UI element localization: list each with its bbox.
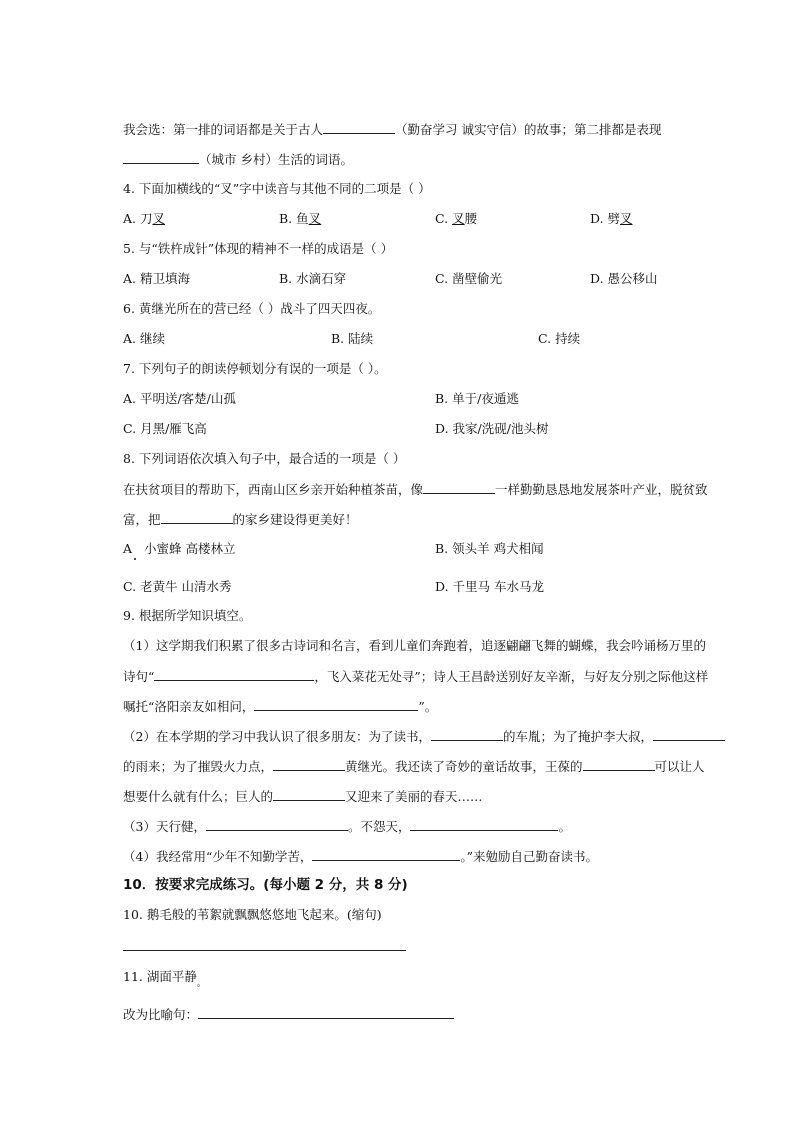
q8-option-d[interactable]: D. 千里马 车水马龙	[435, 579, 544, 594]
answer-blank[interactable]	[273, 787, 345, 801]
q7-option-a[interactable]: A. 平明送/客楚/山孤	[123, 391, 236, 406]
answer-blank[interactable]	[431, 727, 503, 741]
q9-part1-line-1: （1）这学期我们积累了很多古诗词和名言，看到儿童们奔跑着，追逐翩翩飞舞的蝴蝶，我会吟诵杨万里的	[123, 638, 706, 653]
intro-text: 我会选：第一排的词语都是关于古人	[123, 122, 324, 137]
intro-options: （城市 乡村）生活的词语。	[199, 152, 353, 167]
answer-blank[interactable]	[123, 150, 199, 164]
q5-option-b[interactable]: B. 水滴石穿	[279, 271, 347, 286]
q9-part3: （3）天行健， 。不怨天， 。	[123, 819, 571, 834]
q10-answer-line[interactable]	[123, 950, 406, 951]
q5-option-c[interactable]: C. 凿壁偷光	[435, 271, 503, 286]
intro-line-2	[123, 150, 353, 169]
q9-part1-line-2: 诗句“ ，飞入菜花无处寻”；诗人王昌龄送别好友辛渐，与好友分别之际他这样	[123, 669, 709, 684]
answer-blank[interactable]	[323, 120, 395, 134]
q11-answer-line[interactable]	[198, 1005, 454, 1019]
q4-option-a[interactable]: A. 刀叉	[123, 211, 166, 226]
q7-option-d[interactable]: D. 我家/洗砚/池头树	[435, 421, 549, 436]
answer-blank[interactable]	[653, 727, 725, 741]
q9-stem: 9. 根据所学知识填空。	[123, 608, 252, 623]
answer-blank[interactable]	[423, 480, 495, 494]
answer-blank[interactable]	[206, 817, 348, 831]
q8-sentence-line-1: 在扶贫项目的帮助下，西南山区乡亲开始种植茶苗，像 一样勤勤恳恳地发展茶叶产业，脱贫致	[123, 482, 708, 497]
q5-option-a[interactable]: A. 精卫填海	[123, 271, 190, 286]
q8-stem: 8. 下列词语依次填入句子中，最合适的一项是（ ）	[123, 451, 406, 466]
answer-blank[interactable]	[273, 757, 345, 771]
q7-option-b[interactable]: B. 单于/夜遁逃	[435, 391, 519, 406]
q10-stem: 10. 鹅毛般的苇絮就飘飘悠悠地飞起来。(缩句)	[123, 907, 382, 922]
q6-option-b[interactable]: B. 陆续	[331, 331, 374, 346]
q11-stem: 11. 湖面平静$_。$	[123, 969, 206, 989]
q9-part2-line-3: 想要什么就有什么；巨人的 又迎来了美丽的春天……	[123, 789, 483, 804]
q6-stem: 6. 黄继光所在的营已经（ ）战斗了四天四夜。	[123, 301, 381, 316]
q9-part1-line-3: 嘱托“洛阳亲友如相问， ”。	[123, 699, 438, 714]
q8-option-b[interactable]: B. 领头羊 鸡犬相闻	[435, 541, 544, 556]
q4-stem: 4. 下面加横线的“叉”字中读音与其他不同的二项是（ ）	[123, 181, 431, 196]
intro-line-1	[123, 120, 662, 139]
answer-blank[interactable]	[410, 817, 558, 831]
answer-blank[interactable]	[312, 847, 460, 861]
answer-blank[interactable]	[254, 697, 418, 711]
q4-option-c[interactable]: C. 叉腰	[435, 211, 478, 226]
q4-option-b[interactable]: B. 鱼叉	[279, 211, 322, 226]
answer-blank[interactable]	[161, 510, 233, 524]
q9-part2-line-1: （2）在本学期的学习中我认识了很多朋友：为了读书， 的车胤；为了掩护李大叔，	[123, 727, 725, 746]
intro-options: （勤奋学习 诚实守信）的故事；第二排都是表现	[395, 122, 662, 137]
q9-part4: （4）我经常用“少年不知勤学苦， 。”来勉励自己勤奋读书。	[123, 849, 599, 864]
q6-option-a[interactable]: A. 继续	[123, 331, 165, 346]
q8-option-a[interactable]: A 小蜜蜂 高楼林立	[123, 541, 236, 556]
q7-option-c[interactable]: C. 月黑/雁飞高	[123, 421, 207, 436]
q6-option-c[interactable]: C. 持续	[538, 331, 581, 346]
q4-option-d[interactable]: D. 劈叉	[590, 211, 633, 226]
q9-part2-line-2: 的雨来；为了摧毁火力点， 黄继光。我还读了奇妙的童话故事，王葆的 可以让人	[123, 759, 705, 774]
q8-option-c[interactable]: C. 老黄牛 山清水秀	[123, 579, 232, 594]
q5-stem: 5. 与“铁杵成针”体现的精神不一样的成语是（ ）	[123, 241, 394, 256]
answer-blank[interactable]	[154, 667, 314, 681]
q8-sentence-line-2: 富，把 的家乡建设得更美好！	[123, 512, 358, 527]
q5-option-d[interactable]: D. 愚公移山	[590, 271, 658, 286]
section-10-title: 10．按要求完成练习。(每小题 2 分，共 8 分)	[123, 877, 408, 893]
q11-task: 改为比喻句：	[123, 1005, 454, 1024]
q7-stem: 7. 下列句子的朗读停顿划分有误的一项是（ ）。	[123, 361, 387, 376]
answer-blank[interactable]	[583, 757, 655, 771]
